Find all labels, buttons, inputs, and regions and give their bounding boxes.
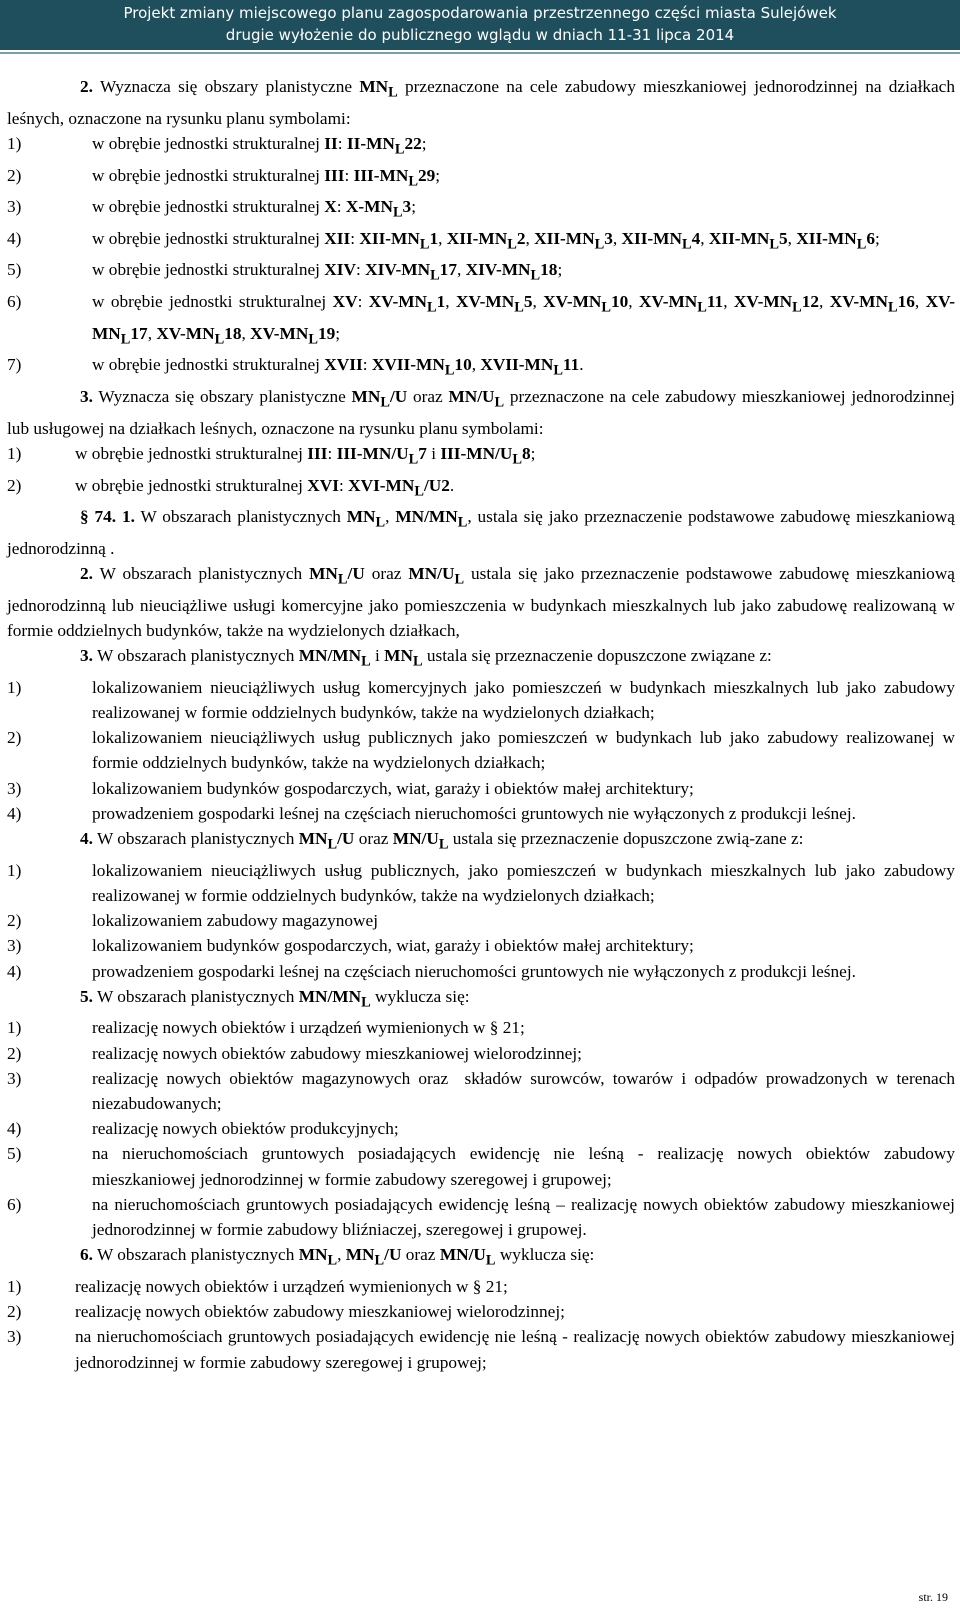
- section-74-3: 3. W obszarach planistycznych $MN/MN_L$ i $MN_L$ ustala się przeznaczenie dopuszczone związane z:: [80, 646, 772, 670]
- section-74-4: 4. W obszarach planistycznych $MN_L/U$ oraz $MN/U_L$ ustala się przeznaczenie dopuszczone zwią-zane z:: [80, 829, 804, 853]
- section-74-6: 6. W obszarach planistycznych $MN_L$, $MN_L/U$ oraz $MN/U_L$ wyklucza się:: [80, 1245, 595, 1269]
- list-item: 3) realizację nowych obiektów magazynowych oraz składów surowców, towarów i odpadów prowadzonych w terenach niezabudowanych;: [7, 1068, 955, 1114]
- list-item: 4) prowadzeniem gospodarki leśnej na częściach nieruchomości gruntowych nie wyłączonych z produkcji leśnej.: [7, 803, 856, 823]
- list-item: 3) w obrębie jednostki strukturalnej X: $X-MN_L3$;: [7, 197, 416, 221]
- list-item: 3) na nieruchomościach gruntowych posiadających ewidencję nie leśną - realizację nowych obiektów zabudowy mieszkaniowej jednorodzinnej w formie zabudowy szeregowej i grupowej;: [7, 1327, 955, 1372]
- list-mnl: [7, 131, 955, 384]
- list-item: 5) w obrębie jednostki strukturalnej XIV: XIV-$MN_L17$, XIV-$MN_L18$;: [7, 260, 563, 284]
- list-item: 3) lokalizowaniem budynków gospodarczych, wiat, garaży i obiektów małej architektury;: [7, 778, 694, 798]
- section-74-5: 5. W obszarach planistycznych $MN/MN_L$ wyklucza się:: [80, 986, 470, 1011]
- list-item: 4) realizację nowych obiektów produkcyjnych;: [7, 1119, 399, 1139]
- list-item: 2) lokalizowaniem nieuciążliwych usług publicznych jako pomieszczeń w budynkach lub jako zabudowy realizowanej w formie oddzielnych budynków, także na wydzielonych działkach;: [7, 728, 955, 773]
- paragraph-2: 2. Wyznacza się obszary planistyczne $MN_L$ przeznaczone na cele zabudowy mieszkaniowej jednorodzinnej na działkach leśnych, oznaczone na rysunku planu symbolami:: [7, 77, 955, 128]
- section-74-2: 2. W obszarach planistycznych $MN_L/U$ oraz $MN/U_L$ ustala się jako przeznaczenie podstawowe zabudowę mieszkaniową jednorodzinną lub nieuciążliwe usługi komercyjne jako pomieszczenia w budynkach mieszkalnych lub jako zabudowę realizowaną w formie oddzielnych budynków, także na wydzielonych działkach,: [7, 564, 955, 640]
- list-item: 2) lokalizowaniem zabudowy magazynowej: [7, 911, 379, 931]
- document-header: [0, 0, 960, 50]
- list-item: 2) w obrębie jednostki strukturalnej III: III-$MN_L29$;: [7, 165, 441, 189]
- list-item: 1) lokalizowaniem nieuciążliwych usług publicznych, jako pomieszczeń w budynkach mieszkalnych lub jako zabudowy realizowanej w formie oddzielnych budynków, także na wydzielonych działkach;: [7, 860, 955, 905]
- list-item: 4) w obrębie jednostki strukturalnej XII: XII-$MN_L1$, XII-$MN_L2$, XII-$MN_L3$, XII-$MN_L4$, XII-$MN_L5$, XII-$MN_L6$;: [7, 228, 880, 253]
- document-body: [7, 74, 955, 1375]
- list-item: 7) w obrębie jednostki strukturalnej XVII: XVII-$MN_L10$, XVII-$MN_L11$.: [7, 355, 584, 379]
- header-line-2: drugie wyłożenie do publicznego wglądu w dniach 11-31 lipca 2014: [225, 26, 735, 44]
- list-74-4: [7, 858, 955, 984]
- list-item: 1) lokalizowaniem nieuciążliwych usług komercyjnych jako pomieszczeń w budynkach mieszkalnych lub jako zabudowy realizowanej w formie oddzielnych budynków, także na wydzielonych działkach;: [7, 677, 955, 723]
- list-item: 2) w obrębie jednostki strukturalnej XVI: XVI-$MN_L/U2$.: [7, 475, 455, 500]
- list-item: 1) realizację nowych obiektów i urządzeń wymienionych w § 21;: [7, 1018, 525, 1038]
- page-number: str. 19: [918, 1590, 948, 1604]
- list-item: 6) na nieruchomościach gruntowych posiadających ewidencję leśną – realizację nowych obiektów zabudowy mieszkaniowej jednorodzinnej w formie zabudowy bliźniaczej, szeregowej i grupowej.: [7, 1194, 955, 1240]
- list-mnlu: [7, 441, 955, 504]
- list-item: 3) lokalizowaniem budynków gospodarczych, wiat, garaży i obiektów małej architektury;: [7, 936, 694, 956]
- header-line-1: Projekt zmiany miejscowego planu zagospodarowania przestrzennego części miasta Sulejówek: [123, 4, 837, 22]
- paragraph-3: 3. Wyznacza się obszary planistyczne $MN_L/U$ oraz $MN/U_L$ przeznaczone na cele zabudowy mieszkaniowej jednorodzinnej lub usługowej na działkach leśnych, oznaczone na rysunku planu symbolami:: [7, 387, 955, 438]
- list-item: 2) realizację nowych obiektów zabudowy mieszkaniowej wielorodzinnej;: [7, 1043, 582, 1063]
- list-item: 4) prowadzeniem gospodarki leśnej na częściach nieruchomości gruntowych nie wyłączonych z produkcji leśnej.: [7, 961, 856, 981]
- list-74-6: [7, 1274, 955, 1375]
- list-74-3: [7, 675, 955, 826]
- list-item: 1) w obrębie jednostki strukturalnej II: $II-MN_L22$;: [7, 133, 427, 158]
- list-item: 1) w obrębie jednostki strukturalnej III: III-$MN/U_L7$ i III-$MN/U_L8$;: [7, 443, 536, 468]
- list-item: 5) na nieruchomościach gruntowych posiadających ewidencję nie leśną - realizację nowych obiektów zabudowy mieszkaniowej jednorodzinnej w formie zabudowy szeregowej i grupowej;: [7, 1144, 955, 1189]
- header-divider: [0, 52, 960, 54]
- section-74-1: § 74. 1. W obszarach planistycznych $MN_L$, $MN/MN_L$, ustala się jako przeznaczenie podstawowe zabudowę mieszkaniową jednorodzinną .: [7, 507, 955, 558]
- list-74-5: [7, 1015, 955, 1242]
- list-item: 1) realizację nowych obiektów i urządzeń wymienionych w § 21;: [7, 1276, 508, 1296]
- list-item: 2) realizację nowych obiektów zabudowy mieszkaniowej wielorodzinnej;: [7, 1302, 565, 1322]
- list-item: 6) w obrębie jednostki strukturalnej XV: $XV-MN_L1$, $XV-MN_L5$, $XV-MN_L10$, $XV-MN_L11$, $XV-MN_L12$, $XV-MN_L16$, $XV-MN_L17$, $XV-MN_L18$, $XV-MN_L19$;: [7, 292, 956, 348]
